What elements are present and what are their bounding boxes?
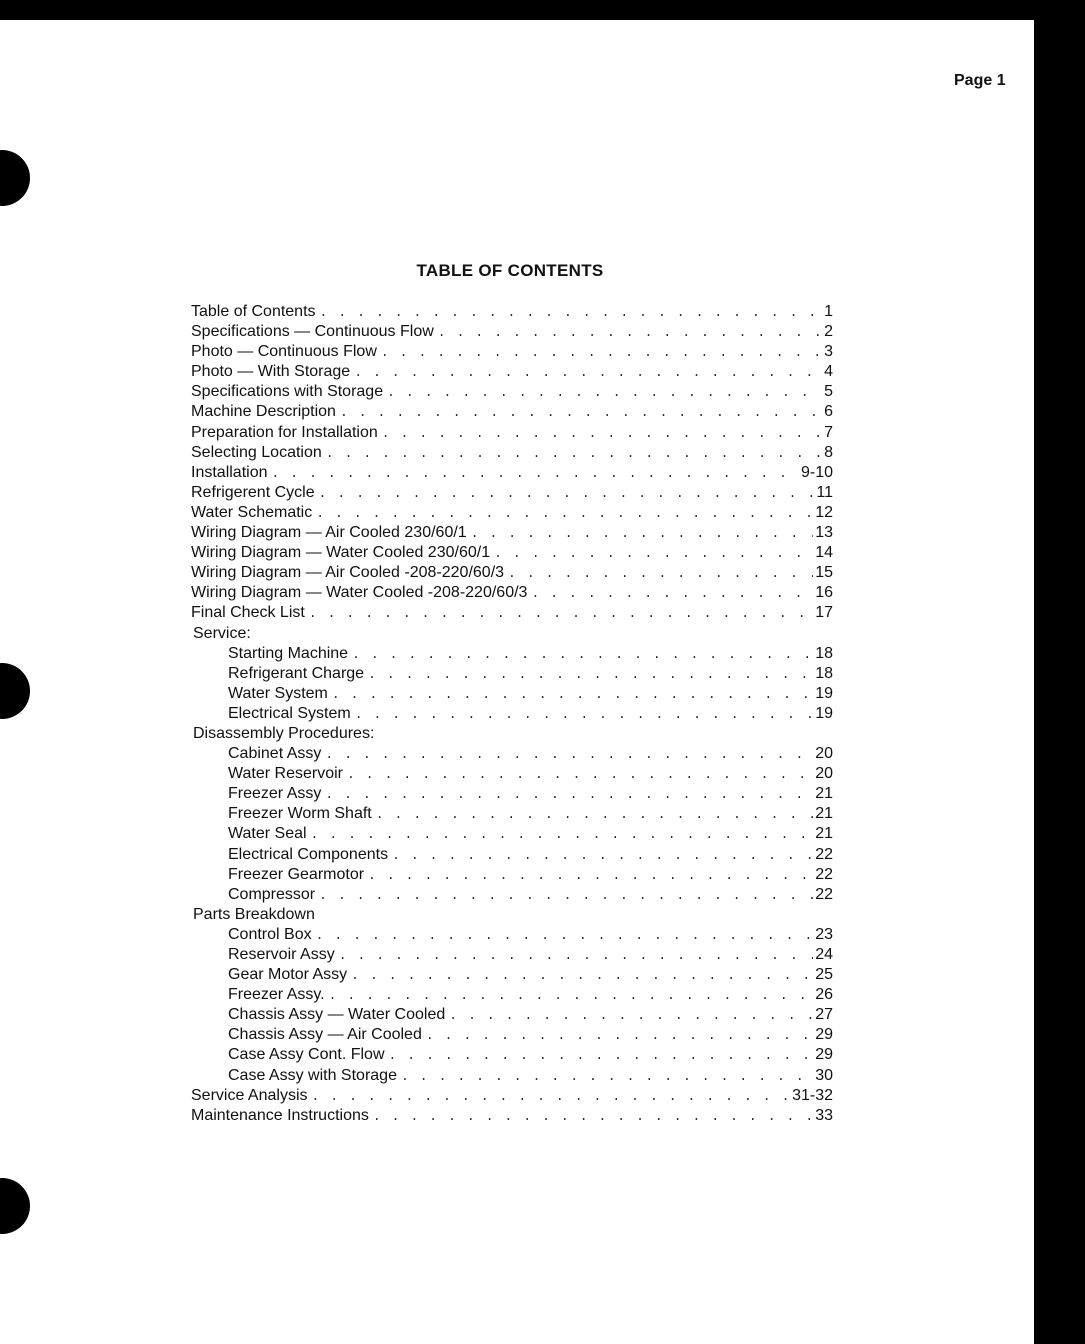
toc-entry-label: Installation [191,463,268,481]
toc-dot-leader [319,484,815,504]
toc-entry-label: Cabinet Assy [228,745,322,763]
toc-entry [191,443,833,463]
toc-entry-page: 22 [815,885,833,903]
toc-entry-page: 13 [815,524,833,542]
toc-entry [191,523,833,543]
toc-entry [191,1005,833,1025]
toc-entry-page: 21 [815,805,833,823]
toc-dot-leader [326,444,822,464]
toc-entry-page: 14 [815,544,833,562]
toc-entry-label: Specifications with Storage [191,383,384,401]
toc-entry-label: Photo — With Storage [191,363,351,381]
toc-entry [191,463,833,483]
toc-dot-leader [368,665,813,685]
toc-entry [191,423,833,443]
toc-entry-page: 25 [815,966,833,984]
toc-dot-leader [320,303,823,323]
toc-entry-page: 24 [815,946,833,963]
toc-entry-label: Freezer Gearmotor [228,865,365,883]
toc-entry-label: Service Analysis [191,1086,308,1104]
toc-entry-label: Parts Breakdown [193,905,315,923]
toc-dot-leader [382,424,822,444]
toc-entry [191,402,833,422]
toc-entry [191,965,833,985]
toc-entry-page: 17 [815,604,833,622]
toc-entry-page: 22 [815,845,833,863]
toc-entry-page: 30 [815,1066,833,1084]
toc-entry [191,503,833,523]
toc-entry-page: 3 [824,343,833,361]
toc-dot-leader [329,986,814,1006]
toc-entry-label: Compressor [228,885,316,903]
toc-entry [191,1066,833,1086]
toc-entry [191,1045,833,1065]
toc-entry-page: 2 [824,323,833,341]
toc-entry-page: 23 [815,925,833,943]
toc-entry [191,784,833,804]
toc-entry-label: Wiring Diagram — Air Cooled 230/60/1 [191,524,467,542]
toc-entry-page: 20 [815,765,833,783]
toc-entry-page: 18 [815,644,833,662]
toc-entry-label: Water Schematic [191,503,313,521]
toc-entry [191,744,833,764]
binder-hole [0,663,30,719]
toc-entry-page: 33 [815,1106,833,1124]
toc-dot-leader [438,323,822,343]
toc-entry-page: 21 [815,785,833,803]
toc-entry-page: 18 [815,664,833,682]
toc-entry-page: 22 [815,865,833,883]
toc-entry-label: Machine Description [191,403,336,421]
toc-section-heading [191,724,833,744]
toc-entry-label: Reservoir Assy [228,946,335,963]
toc-entry-label: Chassis Assy — Water Cooled [228,1006,446,1024]
binder-hole [0,1178,30,1234]
toc-entry-page: 12 [815,503,833,521]
toc-entry-label: Gear Motor Assy [228,966,348,984]
toc-dot-leader [355,705,814,725]
toc-entry-page: 7 [824,423,833,441]
toc-dot-leader [340,403,822,423]
toc-entry-page: 29 [815,1046,833,1064]
toc-entry-label: Water Seal [228,825,307,843]
toc-dot-leader [389,1046,814,1066]
toc-entry-label: Case Assy Cont. Flow [228,1046,385,1064]
toc-entry [191,603,833,623]
toc-entry-page: 6 [824,403,833,421]
toc-entry-page: 1 [824,303,833,320]
toc-entry [191,985,833,1005]
toc-entry [191,644,833,664]
toc-entry-label: Service: [193,624,251,642]
toc-entry-label: Disassembly Procedures: [193,724,375,742]
toc-entry [191,845,833,865]
toc-entry-page: 27 [815,1006,833,1024]
toc-entry-label: Electrical Components [228,845,389,863]
toc-entry-page: 29 [815,1026,833,1044]
toc-dot-leader [392,846,813,866]
toc-dot-leader [352,645,813,665]
toc-entry-label: Wiring Diagram — Air Cooled -208-220/60/3 [191,564,505,582]
toc-entry [191,362,833,382]
toc-dot-leader [319,886,813,906]
toc-entry [191,1106,833,1126]
toc-dot-leader [311,825,814,845]
toc-entry [191,302,833,322]
toc-dot-leader [272,464,799,484]
toc-entry-page: 15 [815,564,833,582]
toc-entry [191,382,833,402]
toc-entry-page: 4 [824,363,833,381]
toc-dot-leader [332,685,813,705]
toc-entry-label: Photo — Continuous Flow [191,343,377,361]
toc-entry [191,885,833,905]
toc-entry-label: Water System [228,684,328,702]
toc-entry-label: Preparation for Installation [191,423,378,441]
toc-entry [191,342,833,362]
toc-dot-leader [531,584,813,604]
toc-dot-leader [387,383,822,403]
toc-entry-label: Freezer Worm Shaft [228,805,372,823]
toc-dot-leader [471,524,814,544]
toc-entry-page: 19 [815,704,833,722]
toc-title: TABLE OF CONTENTS [416,261,604,280]
toc-entry [191,865,833,885]
toc-dot-leader [316,504,813,524]
toc-dot-leader [316,926,814,946]
toc-entry-label: Refrigerant Charge [228,664,365,682]
toc-entry-label: Final Check List [191,604,305,622]
toc-dot-leader [347,765,813,785]
toc-entry [191,483,833,503]
toc-entry [191,764,833,784]
toc-dot-leader [373,1107,813,1127]
toc-entry [191,824,833,844]
toc-entry-label: Specifications — Continuous Flow [191,323,434,341]
toc-entry-page: 11 [816,483,833,501]
toc-entry-page: 8 [824,443,833,461]
toc-entry-label: Freezer Assy [228,785,322,803]
toc-entry-label: Water Reservoir [228,765,343,783]
toc-dot-leader [312,1087,791,1107]
toc-dot-leader [449,1006,813,1026]
document-page [0,20,1034,1344]
toc-entry-label: Freezer Assy. [228,986,325,1004]
toc-dot-leader [368,866,813,886]
toc-entry-label: Case Assy with Storage [228,1066,397,1084]
toc-list [191,302,833,1126]
toc-entry-label: Wiring Diagram — Water Cooled -208-220/60/3 [191,584,528,602]
toc-entry-label: Refrigerent Cycle [191,483,315,501]
toc-dot-leader [494,544,813,564]
toc-entry [191,543,833,563]
toc-entry [191,1086,833,1106]
toc-dot-leader [309,604,813,624]
toc-entry-label: Table of Contents [191,303,316,320]
toc-entry-page: 19 [815,684,833,702]
toc-entry-page: 5 [824,383,833,401]
toc-dot-leader [401,1067,813,1087]
toc-entry-page: 26 [815,986,833,1004]
toc-entry-page: 31-32 [792,1086,833,1104]
toc-entry-label: Chassis Assy — Air Cooled [228,1026,422,1044]
toc-dot-leader [351,966,813,986]
toc-dot-leader [325,745,813,765]
toc-dot-leader [426,1026,813,1046]
toc-entry [191,925,833,945]
toc-entry-label: Electrical System [228,704,351,722]
toc-entry [191,583,833,603]
toc-entry-page: 20 [815,745,833,763]
toc-section-heading [191,905,833,925]
binder-hole [0,150,30,206]
toc-entry-label: Selecting Location [191,443,322,461]
toc-dot-leader [376,805,813,825]
toc-dot-leader [339,946,814,966]
toc-entry-label: Starting Machine [228,644,349,662]
toc-entry-label: Control Box [228,925,312,943]
page-number: Page 1 [954,72,1006,89]
toc-entry [191,563,833,583]
toc-dot-leader [325,785,813,805]
toc-entry [191,664,833,684]
toc-entry [191,945,833,965]
toc-entry [191,322,833,342]
toc-entry-page: 21 [815,825,833,843]
toc-entry-label: Maintenance Instructions [191,1106,369,1124]
toc-entry [191,684,833,704]
toc-section-heading [191,624,833,644]
toc-entry-label: Wiring Diagram — Water Cooled 230/60/1 [191,544,491,562]
toc-entry-page: 16 [815,584,833,602]
toc-entry-page: 9-10 [800,463,833,481]
toc-dot-leader [381,343,822,363]
toc-entry [191,804,833,824]
toc-entry [191,1025,833,1045]
toc-entry [191,704,833,724]
toc-dot-leader [508,564,813,584]
toc-dot-leader [354,363,822,383]
